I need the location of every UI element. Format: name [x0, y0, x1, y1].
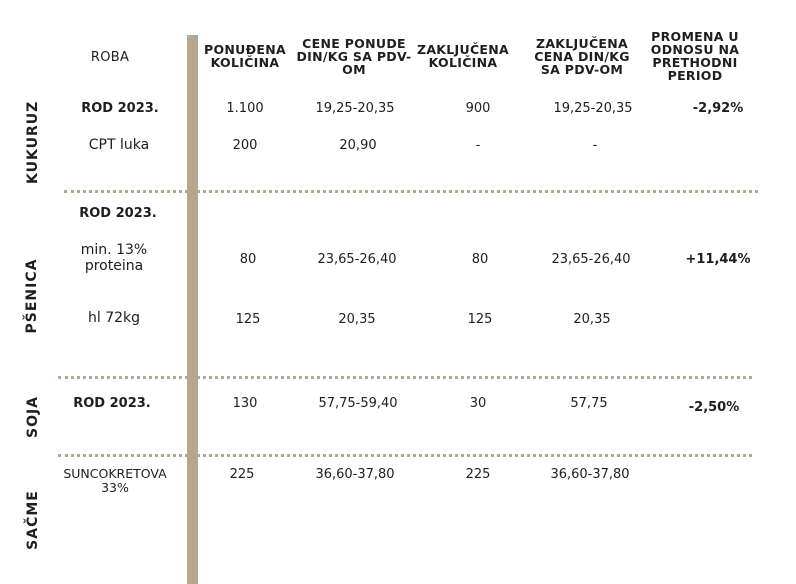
header-offer-price: CENE PONUDE DIN/KG SA PDV-OM	[296, 36, 412, 77]
change-value: -2,92%	[692, 101, 744, 116]
header-closed-qty: ZAKLJUČENA KOLIČINA	[416, 42, 510, 70]
closed-price: 19,25-20,35	[553, 101, 633, 116]
offer-price: 19,25-20,35	[315, 101, 395, 116]
closed-price: 36,60-37,80	[550, 467, 630, 482]
offer-price: 57,75-59,40	[318, 396, 398, 411]
header-roba: ROBA	[90, 50, 130, 65]
change-value: +11,44%	[685, 252, 751, 267]
offered-qty: 200	[232, 138, 258, 153]
group-label-sacme: SAČME	[25, 490, 41, 550]
change-value: -2,50%	[688, 400, 740, 415]
offer-price: 23,65-26,40	[317, 252, 397, 267]
row-subheader: ROD 2023.	[79, 206, 157, 221]
row-divider-kukuruz	[64, 190, 758, 193]
closed-price: 20,35	[573, 312, 611, 327]
offered-qty: 130	[232, 396, 258, 411]
row-label: min. 13% proteina	[80, 242, 148, 274]
offered-qty: 80	[239, 252, 257, 267]
offered-qty: 1.100	[226, 101, 264, 116]
vertical-divider	[187, 35, 198, 584]
row-label: CPT luka	[88, 137, 150, 153]
closed-qty: 80	[471, 252, 489, 267]
closed-qty: 125	[467, 312, 493, 327]
header-change: PROMENA U ODNOSU NA PRETHODNI PERIOD	[650, 29, 740, 83]
group-label-soja: SOJA	[25, 395, 41, 439]
closed-price: 57,75	[570, 396, 608, 411]
header-closed-price: ZAKLJUČENA CENA DIN/KG SA PDV-OM	[534, 36, 630, 77]
closed-qty: 225	[465, 467, 491, 482]
row-divider-soja	[58, 454, 752, 457]
closed-qty: 30	[469, 396, 487, 411]
row-label: ROD 2023.	[81, 101, 159, 116]
closed-qty: 900	[465, 101, 491, 116]
row-label: SUNCOKRETOVA 33%	[63, 466, 167, 495]
closed-qty: -	[475, 138, 481, 153]
offered-qty: 125	[235, 312, 261, 327]
header-offered-qty: PONUĐENA KOLIČINA	[204, 42, 286, 70]
group-label-psenica: PŠENICA	[24, 258, 40, 334]
offer-price: 20,90	[339, 138, 377, 153]
row-label: hl 72kg	[87, 310, 141, 326]
offered-qty: 225	[229, 467, 255, 482]
offer-price: 20,35	[338, 312, 376, 327]
group-label-kukuruz: KUKURUZ	[25, 100, 41, 184]
closed-price: 23,65-26,40	[551, 252, 631, 267]
row-label: ROD 2023.	[73, 396, 151, 411]
offer-price: 36,60-37,80	[315, 467, 395, 482]
closed-price: -	[592, 138, 598, 153]
row-divider-psenica	[58, 376, 752, 379]
